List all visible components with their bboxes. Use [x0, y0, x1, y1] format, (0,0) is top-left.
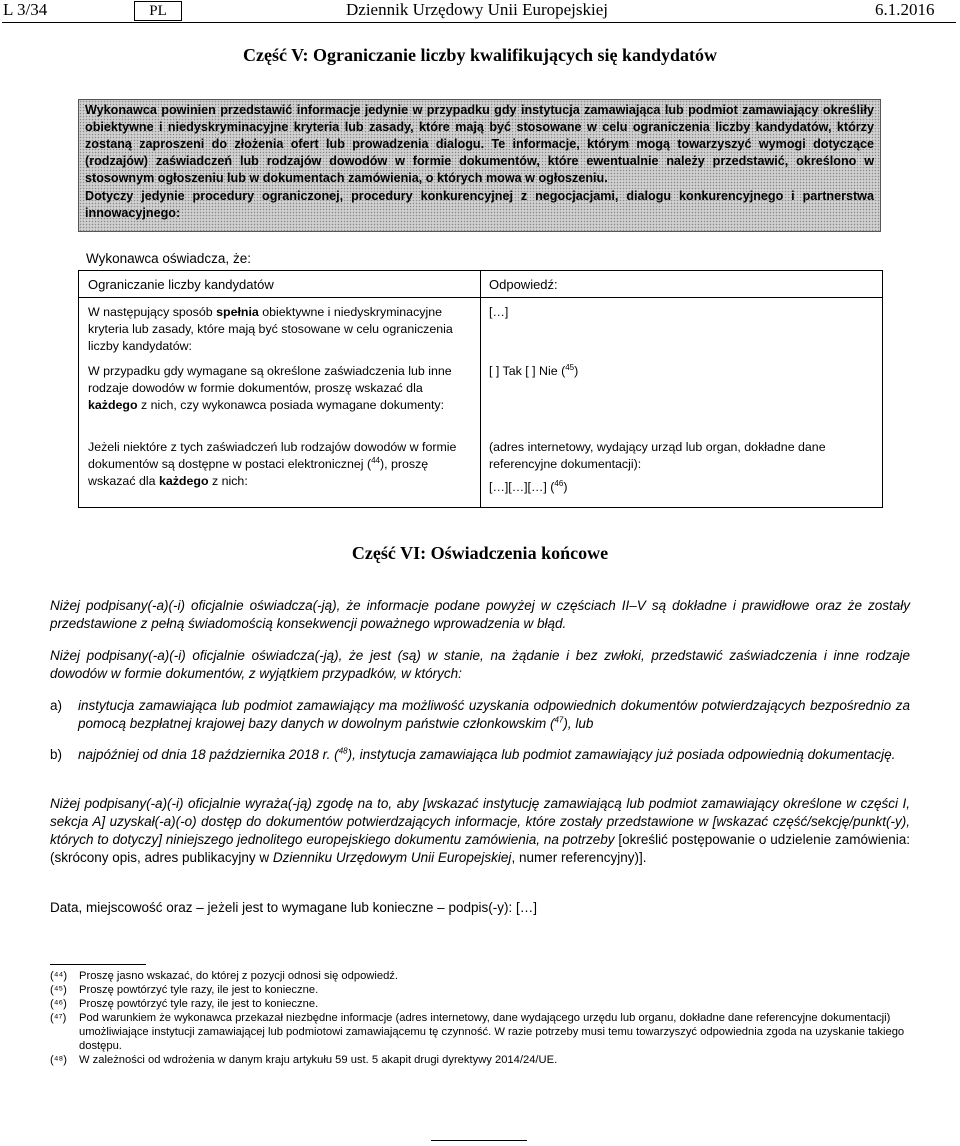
- footnote-44: (⁴⁴) Proszę jasno wskazać, do której z pozycji odnosi się odpowiedź.: [50, 970, 399, 982]
- language-badge: PL: [134, 1, 182, 21]
- publication-date: 6.1.2016: [875, 0, 935, 19]
- part5-title: Część V: Ograniczanie liczby kwalifikujących się kandydatów: [242, 45, 717, 65]
- footnote-rule: [50, 964, 146, 965]
- instructions-box: [78, 99, 881, 232]
- declaration-lead: Wykonawca oświadcza, że:: [86, 251, 251, 266]
- row3-answer-details: (adres internetowy, wydający urząd lub organ, dokładne dane referencyjne dokumentacji): […][…][…] ($^{46}$): [489, 440, 826, 494]
- row3-question: Jeżeli niektóre z tych zaświadczeń lub rodzajów dowodów w formie dokumentów są dostępne w postaci elektronicznej ($^{44}$), proszę wskazać dla każdego z nich:: [88, 440, 457, 488]
- row2-answer-yes-no: [ ] Tak [ ] Nie ($^{45}$): [489, 362, 579, 378]
- row2-question: W przypadku gdy wymagane są określone zaświadczenia lub inne rodzaje dowodów w formie dokumentów, proszę wskazać dla każdego z nich, czy wykonawca posiada wymagane dokumenty:: [88, 364, 452, 412]
- signature-line: Data, miejscowość oraz – jeżeli jest to wymagane lub konieczne – podpis(-y): […]: [50, 900, 537, 915]
- table-header-left: Ograniczanie liczby kandydatów: [88, 277, 274, 292]
- table-column-divider: [480, 271, 481, 507]
- part6-title: Część VI: Oświadczenia końcowe: [351, 543, 609, 563]
- footnote-46: (⁴⁶) Proszę powtórzyć tyle razy, ile jest to konieczne.: [50, 998, 319, 1010]
- table-header-right: Odpowiedź:: [489, 277, 558, 292]
- final-declaration-1: Niżej podpisany(-a)(-i) oficjalnie oświadcza(-ją), że informacje podane powyżej w częściach II–V są dokładne i prawidłowe oraz że zostały przedstawione z pełną świadomością konsekwencji poważnego wprowadzenia w błąd.: [50, 598, 910, 631]
- list-item-a: a) instytucja zamawiająca lub podmiot zamawiający ma możliwość uzyskania odpowiednich dokumentów potwierdzających bezpośrednio za pomocą bezpłatnej krajowej bazy danych w dowolnym państwie członkowskim ($^{47}$), lub: [50, 698, 910, 731]
- header-rule: [2, 22, 956, 23]
- row1-answer-field: […]: [489, 305, 509, 319]
- list-item-b: b) najpóźniej od dnia 18 października 2018 r. ($^{48}$), instytucja zamawiająca lub podmiot zamawiający już posiada odpowiednią dokumentację.: [50, 746, 896, 762]
- footnote-48: (⁴⁸) W zależności od wdrożenia w danym kraju artykułu 59 ust. 5 akapit drugi dyrektywy 2014/24/UE.: [50, 1054, 558, 1066]
- row1-question: W następujący sposób spełnia obiektywne i niedyskryminacyjne kryteria lub zasady, które mają być stosowane w celu ograniczenia liczby kandydatów:: [88, 305, 453, 353]
- candidate-limit-table: [78, 270, 883, 508]
- instructions-paragraph-1: Wykonawca powinien przedstawić informacje jedynie w przypadku gdy instytucja zamawiająca lub podmiot zamawiający określiły obiektywne i niedyskryminacyjne kryteria lub zasady, które mają być stosowane w celu ograniczenia liczby kandydatów, którzy zostaną zaproszeni do złożenia ofert lub prowadzenia dialogu. Te informacje, którym mogą towarzyszyć wymogi dotyczące (rodzajów) zaświadczeń lub rodzajów dowodów w formie dokumentów, które ewentualnie należy przedstawić, określono w stosownym ogłoszeniu lub w dokumentach zamówienia, o których mowa w ogłoszeniu.: [85, 103, 874, 185]
- page-header: [0, 0, 960, 24]
- final-declaration-2: Niżej podpisany(-a)(-i) oficjalnie oświadcza(-ją), że jest (są) w stanie, na żądanie i bez zwłoki, przedstawić zaświadczenia i inne rodzaje dowodów w formie dokumentów, z wyjątkiem przypadków, w których:: [50, 648, 910, 681]
- footnote-47: (⁴⁷) Pod warunkiem że wykonawca przekazał niezbędne informacje (adres internetowy, dane wydającego urzędu lub organu, dokładne dane referencyjne dokumentacji) umożliwiające instytucji zamawiającej lub podmiotowi zamawiającemu tę czynność. W razie potrzeby musi temu towarzyszyć odpowiednia zgoda na uzyskanie takiego dostępu.: [50, 1012, 905, 1052]
- consent-declaration: Niżej podpisany(-a)(-i) oficjalnie wyraża(-ją) zgodę na to, aby [wskazać instytucję zamawiającą lub podmiot zamawiający określone w części I, sekcja A] uzyskał(-a)(-o) dostęp do dokumentów potwierdzających informacje, które zostały przedstawione w [wskazać część/sekcję/punkt(-y), których to dotyczy] niniejszego jednolitego europejskiego dokumentu zamówienia, na potrzeby [określić postępowanie o udzielenie zamówienia: (skrócony opis, adres publikacyjny w Dzienniku Urzędowym Unii Europejskiej, numer referencyjny)].: [50, 796, 910, 865]
- instructions-paragraph-2: Dotyczy jedynie procedury ograniczonej, procedury konkurencyjnej z negocjacjami, dialogu konkurencyjnego i partnerstwa innowacyjnego:: [85, 189, 874, 220]
- journal-title: Dziennik Urzędowy Unii Europejskiej: [346, 0, 609, 19]
- table-header-divider: [79, 297, 882, 298]
- page-number: L 3/34: [3, 0, 48, 19]
- footnote-45: (⁴⁵) Proszę powtórzyć tyle razy, ile jest to konieczne.: [50, 984, 319, 996]
- page-bottom-rule: [431, 1140, 527, 1141]
